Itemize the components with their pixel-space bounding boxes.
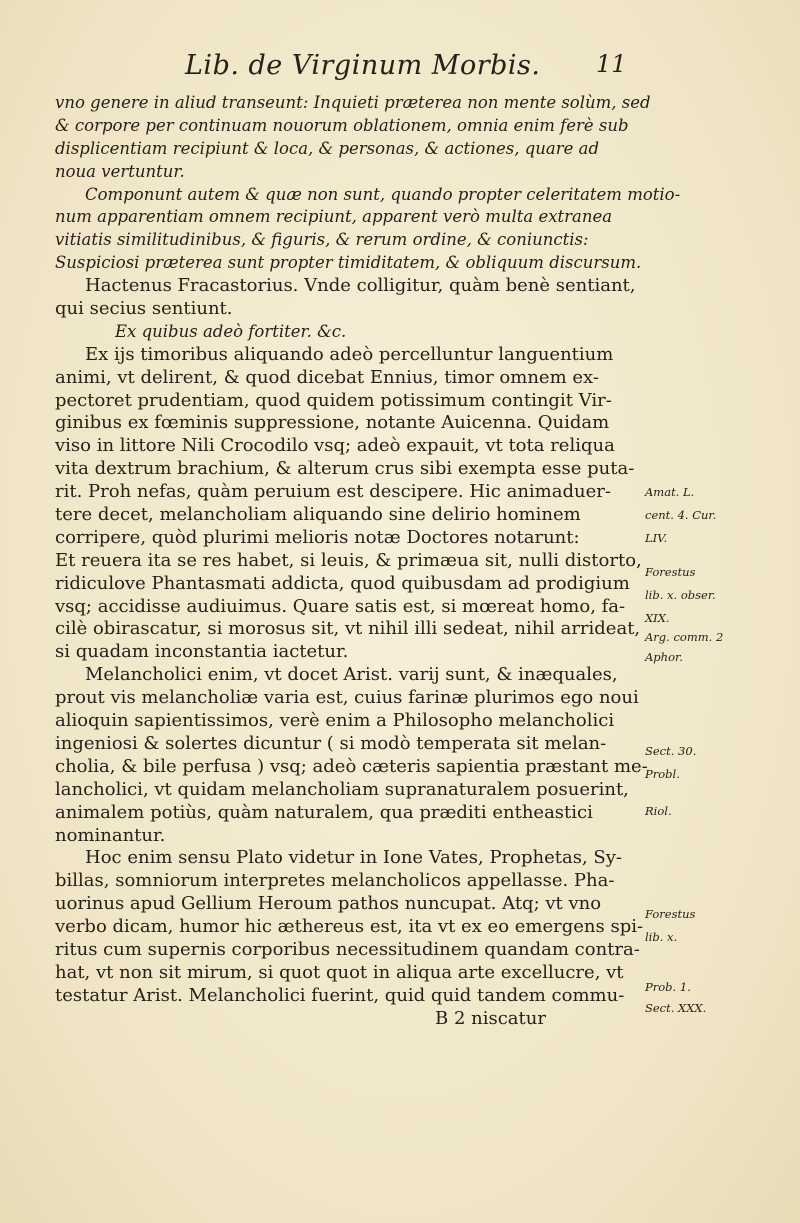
marginal-note: Prob. 1. — [645, 979, 691, 994]
text-line: testatur Arist. Melancholici fuerint, quid quid tandem commu- — [55, 984, 625, 1006]
marginal-note: Forestus — [645, 565, 696, 580]
text-line: vitiatis similitudinibus, & figuris, & rerum ordine, & coniunctis: — [55, 230, 589, 250]
text-line: vita dextrum brachium, & alterum crus sibi exempta esse puta- — [55, 458, 635, 480]
marginal-note: Forestus — [645, 906, 696, 921]
text-line: alioquin sapientissimos, verè enim a Philosopho melancholici — [55, 710, 615, 732]
text-line: ritus cum supernis corporibus necessitudinem quandam contra- — [55, 938, 640, 960]
text-line: si quadam inconstantia iactetur. — [55, 641, 349, 663]
text-line: billas, somniorum interpretes melancholicos appellasse. Pha- — [55, 870, 615, 892]
text-line: animi, vt delirent, & quod dicebat Ennius, timor omnem ex- — [55, 366, 599, 388]
marginal-note: Sect. 30. — [645, 744, 697, 759]
marginal-note: lib. x. obser. — [645, 588, 716, 603]
marginal-note: Probl. — [645, 766, 680, 781]
text-line: Componunt autem & quæ non sunt, quando propter celeritatem motio- — [85, 184, 681, 204]
text-line: Suspiciosi præterea sunt propter timiditatem, & obliquum discursum. — [55, 253, 642, 273]
marginal-note: Arg. comm. 2 — [645, 629, 724, 644]
text-line: prout vis melancholiæ varia est, cuius farinæ plurimos ego noui — [55, 687, 639, 709]
marginal-note: Riol. — [645, 803, 672, 818]
text-line: viso in littore Nili Crocodilo vsq; adeò expauit, vt tota reliqua — [55, 435, 615, 457]
text-line: uorinus apud Gellium Heroum pathos nuncupat. Atq; vt vno — [55, 893, 602, 915]
marginal-note: Aphor. — [645, 650, 683, 665]
text-line: Hoc enim sensu Plato videtur in Ione Vates, Prophetas, Sy- — [85, 847, 622, 869]
text-line: vsq; accidisse audiuimus. Quare satis est, si mœreat homo, fa- — [55, 595, 626, 617]
text-line: ingeniosi & solertes dicuntur ( si modò temperata sit melan- — [55, 732, 607, 754]
text-line: Hactenus Fracastorius. Vnde colligitur, quàm benè sentiant, — [85, 275, 636, 297]
text-line: hat, vt non sit mirum, si quot quot in aliqua arte excellucre, vt — [55, 961, 624, 983]
text-line: verbo dicam, humor hic æthereus est, ita vt ex eo emergens spi- — [55, 916, 644, 938]
text-line: nominantur. — [55, 824, 166, 846]
text-line: vno genere in aliud transeunt: Inquieti præterea non mente solùm, sed — [55, 93, 651, 112]
text-line: Et reuera ita se res habet, si leuis, & primæua sit, nulli distorto, — [55, 549, 642, 571]
text-line: Ex ijs timoribus aliquando adeò percelluntur languentium — [85, 343, 614, 365]
text-line: Ex quibus adeò fortiter. &c. — [115, 321, 347, 341]
marginal-note: lib. x. — [645, 929, 678, 944]
text-line: cholia, & bile perfusa ) vsq; adeò cæteris sapientia præstant me- — [55, 755, 648, 777]
text-line: corripere, quòd plurimi melioris notæ Doctores notarunt: — [55, 526, 580, 548]
text-line: Melancholici enim, vt docet Arist. varij sunt, & inæquales, — [85, 664, 618, 686]
text-line: qui secius sentiunt. — [55, 298, 233, 320]
marginal-note: XIX. — [645, 611, 670, 626]
page-number: 11 — [596, 50, 627, 78]
marginal-note: Sect. XXX. — [645, 1000, 707, 1015]
running-title: Lib. de Virginum Morbis. — [185, 50, 541, 81]
marginalia — [645, 0, 795, 1223]
text-line: ridiculove Phantasmati addicta, quod quibusdam ad prodigium — [55, 572, 630, 594]
text-line: animalem potiùs, quàm naturalem, qua præditi entheastici — [55, 801, 593, 823]
text-line: tere decet, melancholiam aliquando sine delirio hominem — [55, 504, 581, 526]
text-line: num apparentiam omnem recipiunt, apparent verò multa extranea — [55, 207, 613, 227]
text-line: rit. Proh nefas, quàm peruium est descipere. Hic animaduer- — [55, 481, 611, 503]
text-line: displicentiam recipiunt & loca, & personas, & actiones, quare ad — [55, 138, 600, 158]
text-line: ginibus ex fœminis suppressione, notante Auicenna. Quidam — [55, 412, 610, 434]
marginal-note: Amat. L. — [645, 485, 695, 500]
text-line: lancholici, vt quidam melancholiam supranaturalem posuerint, — [55, 778, 629, 800]
text-line: noua vertuntur. — [55, 161, 185, 181]
text-line: B 2 niscatur — [435, 1007, 546, 1029]
marginal-note: LIV. — [645, 531, 668, 546]
marginal-note: cent. 4. Cur. — [645, 508, 717, 523]
text-line: pectoret prudentiam, quod quidem potissimum contingit Vir- — [55, 389, 612, 411]
text-line: cilè obirascatur, si morosus sit, vt nihil illi sedeat, nihil arrideat, — [55, 618, 641, 640]
text-line: & corpore per continuam nouorum oblationem, omnia enim ferè sub — [55, 115, 629, 135]
